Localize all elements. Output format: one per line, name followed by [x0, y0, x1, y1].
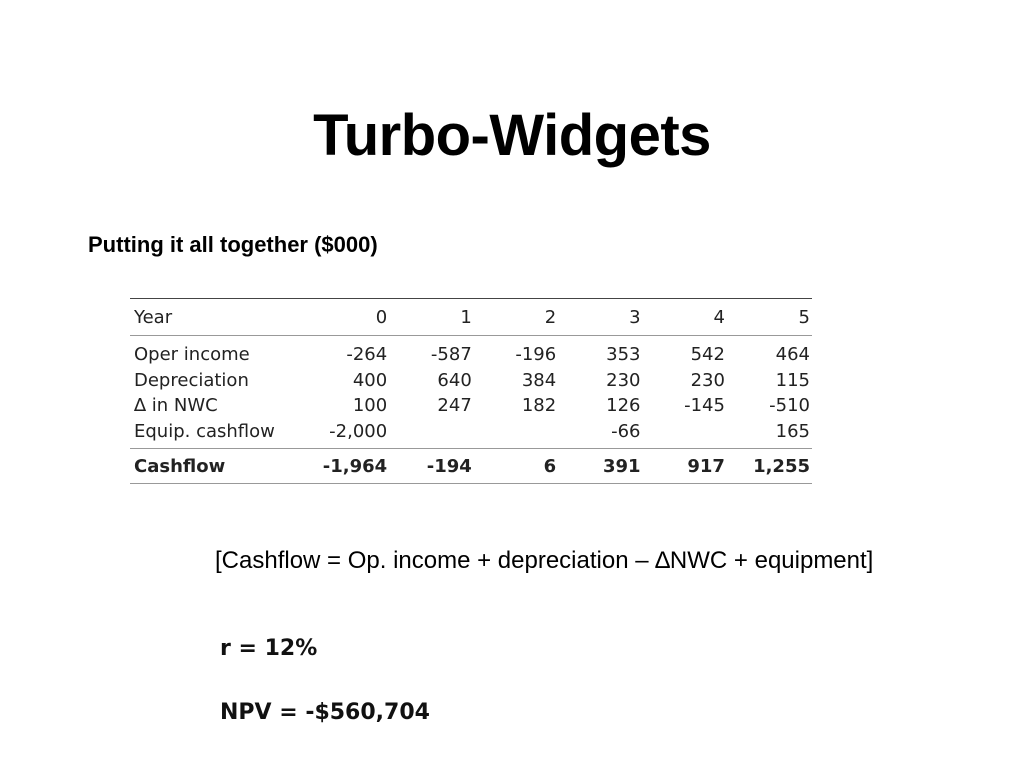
- table-cell: 247: [437, 395, 472, 417]
- year-0-header: 0: [304, 299, 389, 336]
- year-5-header: 5: [727, 299, 812, 336]
- npv-result: NPV = -$560,704: [220, 700, 430, 725]
- table-row-cashflow-total: [130, 449, 812, 484]
- table-cell: 6: [474, 449, 558, 484]
- table-cell: 391: [558, 449, 642, 484]
- discount-rate: r = 12%: [220, 636, 318, 661]
- table-cell: [389, 419, 474, 449]
- table-cell: 353: [606, 344, 641, 366]
- table-cell: 542: [690, 344, 725, 366]
- table-cell: -145: [684, 395, 725, 417]
- table-cell: -587: [430, 344, 472, 366]
- table-cell: 100: [352, 395, 388, 417]
- year-3-header: 3: [558, 299, 642, 336]
- table-cell: 384: [521, 369, 557, 391]
- year-header: Year: [130, 299, 304, 336]
- total-label: Cashflow: [130, 449, 304, 484]
- table-row-nwc: [130, 393, 812, 419]
- table-cell: 917: [643, 449, 727, 484]
- table-cell: -264: [346, 344, 388, 366]
- year-1-header: 1: [389, 299, 474, 336]
- row-label: Oper income: [134, 344, 250, 366]
- table-cell: 115: [775, 369, 810, 391]
- table-cell: 400: [352, 369, 388, 391]
- cashflow-formula: [Cashflow = Op. income + depreciation – ∆NWC + equipment]: [215, 547, 874, 574]
- table-cell: -510: [769, 395, 810, 417]
- year-2-header: 2: [474, 299, 558, 336]
- row-label: Depreciation: [134, 369, 249, 391]
- table-cell: 165: [775, 420, 810, 442]
- table-cell: -196: [515, 344, 557, 366]
- table-cell: 126: [606, 395, 641, 417]
- year-4-header: 4: [643, 299, 727, 336]
- table-cell: 464: [775, 344, 810, 366]
- table-row-equip-cashflow: [130, 419, 812, 449]
- table-header-row: [130, 299, 812, 336]
- slide-title: Turbo-Widgets: [313, 103, 711, 168]
- table-row-depreciation: [130, 368, 812, 394]
- table-cell: -66: [611, 420, 641, 442]
- table-cell: 182: [521, 395, 557, 417]
- row-label: Equip. cashflow: [134, 420, 275, 442]
- table-cell: -1,964: [304, 449, 389, 484]
- row-label: ∆ in NWC: [134, 395, 218, 417]
- table-cell: 1,255: [727, 449, 812, 484]
- table-cell: 230: [606, 369, 641, 391]
- table-cell: -194: [389, 449, 474, 484]
- table-cell: [474, 419, 558, 449]
- table-cell: 640: [437, 369, 472, 391]
- slide-subtitle: Putting it all together ($000): [88, 232, 378, 257]
- cashflow-table: [130, 298, 812, 484]
- table-row-oper-income: [130, 336, 812, 368]
- table-cell: [643, 419, 727, 449]
- table-cell: -2,000: [329, 420, 388, 442]
- table-cell: 230: [690, 369, 725, 391]
